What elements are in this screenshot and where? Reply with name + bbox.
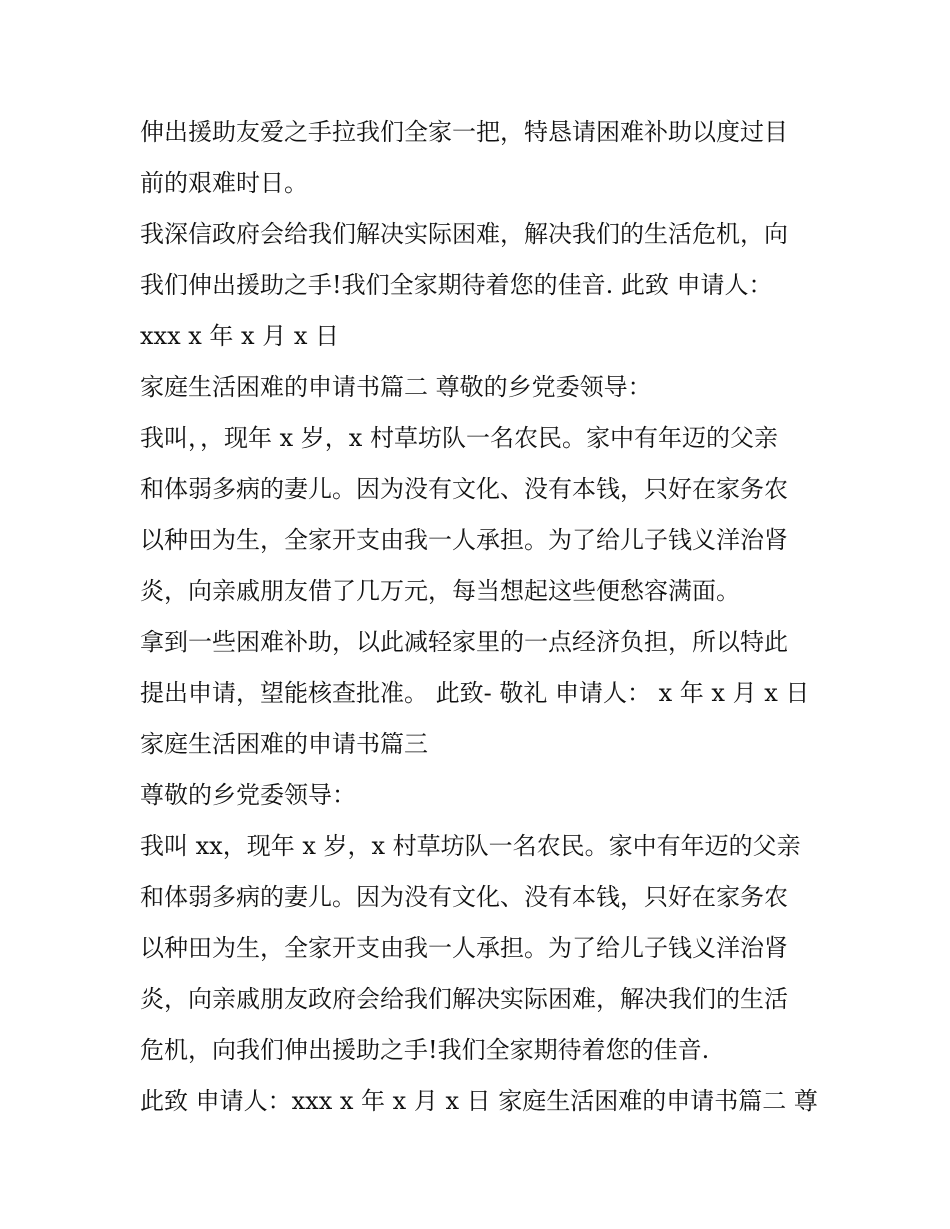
- section-heading-2: 家庭生活困难的申请书篇二 尊敬的乡党委领导：: [140, 373, 652, 401]
- text-line-2: 前的艰难时日。: [140, 169, 308, 197]
- text-line-17: 以种田为生，全家开支由我一人承担。为了给儿子钱义洋治肾: [140, 934, 788, 962]
- text-line-1: 伸出援助友爱之手拉我们全家一把，特恳请困难补助以度过目: [140, 118, 788, 146]
- text-line-20: 此致 申请人：xxx x 年 x 月 x 日 家庭生活困难的申请书篇二 尊: [140, 1087, 818, 1115]
- section-heading-3: 家庭生活困难的申请书篇三: [140, 730, 428, 758]
- text-line-12: 提出申请，望能核查批准。 此致- 敬礼 申请人： x 年 x 月 x 日: [140, 679, 810, 707]
- text-line-8: 和体弱多病的妻儿。因为没有文化、没有本钱，只好在家务农: [140, 475, 788, 503]
- text-line-3: 我深信政府会给我们解决实际困难，解决我们的生活危机，向: [140, 220, 788, 248]
- document-body: [140, 107, 820, 1127]
- text-line-15: 我叫 xx，现年 x 岁，x 村草坊队一名农民。家中有年迈的父亲: [140, 832, 801, 860]
- text-line-16: 和体弱多病的妻儿。因为没有文化、没有本钱，只好在家务农: [140, 883, 788, 911]
- text-line-11: 拿到一些困难补助，以此减轻家里的一点经济负担，所以特此: [140, 628, 788, 656]
- text-line-9: 以种田为生，全家开支由我一人承担。为了给儿子钱义洋治肾: [140, 526, 788, 554]
- text-line-10: 炎，向亲戚朋友借了几万元，每当想起这些便愁容满面。: [140, 577, 740, 605]
- text-line-4: 我们伸出援助之手!我们全家期待着您的佳音. 此致 申请人：: [140, 271, 773, 299]
- text-line-7: 我叫，，现年 x 岁，x 村草坊队一名农民。家中有年迈的父亲: [140, 424, 778, 452]
- text-line-5: xxx x 年 x 月 x 日: [140, 322, 339, 350]
- text-line-19: 危机，向我们伸出援助之手!我们全家期待着您的佳音.: [140, 1036, 710, 1064]
- salutation: 尊敬的乡党委领导：: [140, 781, 356, 809]
- text-line-18: 炎，向亲戚朋友政府会给我们解决实际困难，解决我们的生活: [140, 985, 788, 1013]
